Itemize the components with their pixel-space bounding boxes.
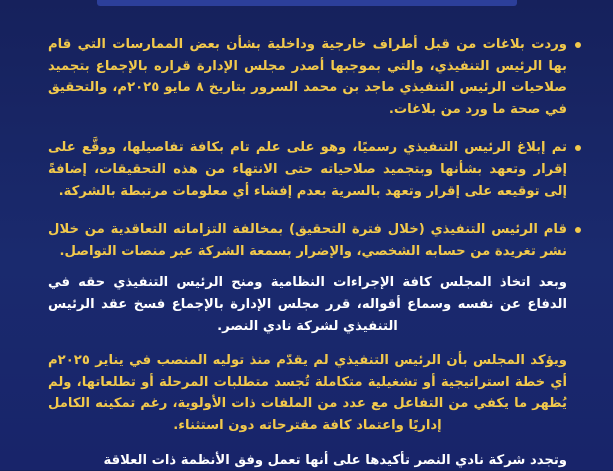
closing-paragraph: وتجدد شركة نادي النصر تأكيدها على أنها تعمل وفق الأنظمة ذات العلاقة	[48, 450, 567, 471]
bullet-paragraph-2	[48, 137, 567, 202]
paragraph-text: تم إبلاغ الرئيس التنفيذي رسميًا، وهو على علم تام بكافة تفاصيلها، ووقَّع على إقرار وتعهد بشأنها وبتجميد صلاحياته حتى الانتهاء من هذه التحقيقات، إضافةً إلى توقيعه على إقرار وتعهد بالسرية بعدم إفشاء أي معلومات مرتبطة بالشركة.	[48, 137, 567, 202]
statement-body	[48, 34, 567, 471]
bullet-paragraph-1	[48, 34, 567, 120]
bullet-dot	[575, 227, 581, 233]
decision-paragraph: وبعد اتخاذ المجلس كافة الإجراءات النظامية ومنح الرئيس التنفيذي حقه في الدفاع عن نفسه وسماع أقواله، قرر مجلس الإدارة بالإجماع فسخ عقد الرئيس التنفيذي لشركة نادي النصر.	[48, 272, 567, 337]
bullet-dot	[575, 42, 581, 48]
bullet-dot	[575, 145, 581, 151]
paragraph-text: قام الرئيس التنفيذي (خلال فترة التحقيق) بمخالفة التزاماته التعاقدية من خلال نشر تغريدة من حسابه الشخصي، والإضرار بسمعة الشركة عبر منصات التواصل.	[48, 219, 567, 262]
top-accent-bar	[97, 0, 517, 6]
bullet-paragraph-3	[48, 219, 567, 262]
board-statement-paragraph: ويؤكد المجلس بأن الرئيس التنفيذي لم يقدّم منذ توليه المنصب في يناير ٢٠٢٥م أي خطة استراتيجية أو تشغيلية متكاملة تُجسد متطلبات المرحلة أو تطلعاتها، ولم يُظهر ما يكفي من التفاعل مع عدد من الملفات ذات الأولوية، رغم تمكينه الكامل إداريًا واعتماد كافة مقترحاته دون استثناء.	[48, 350, 567, 436]
paragraph-text: وردت بلاغات من قبل أطراف خارجية وداخلية بشأن بعض الممارسات التي قام بها الرئيس التنفيذي، والتي بموجبها أصدر مجلس الإدارة قراره بالإجماع بتجميد صلاحيات الرئيس التنفيذي ماجد بن محمد السرور بتاريخ ٨ مايو ٢٠٢٥م، والتحقيق في صحة ما ورد من بلاغات.	[48, 34, 567, 120]
